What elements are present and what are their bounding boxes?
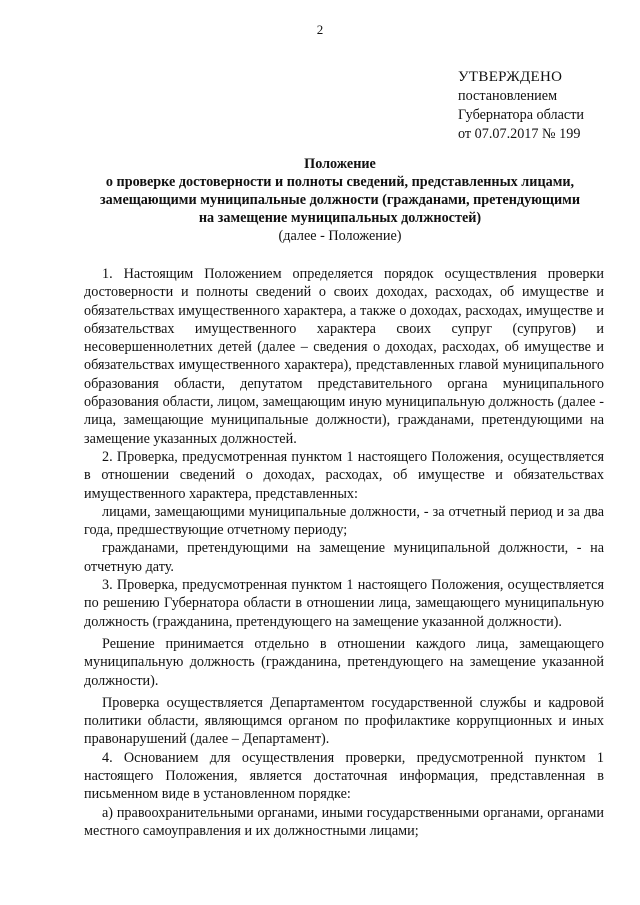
paragraph: Проверка осуществляется Департаментом государственной службы и кадровой политики области, являющимся органом по профилактике коррупционных и иных правонарушений (далее – Департамент). [84,694,604,748]
document-subtitle-line: о проверке достоверности и полноты сведений, представленных лицами, [105,174,575,190]
paragraph: а) правоохранительными органами, иными государственными органами, органами местного самоуправления и их должностными лицами; [84,804,604,839]
approval-date: от 07.07.2017 № 199 [458,126,581,142]
paragraph: гражданами, претендующими на замещение муниципальной должности, - на отчетную дату. [84,540,604,575]
document-subtitle-line: на замещение муниципальных должностей) [198,210,482,226]
approval-line: постановлением [458,88,558,104]
document-short-name: (далее - Положение) [278,228,402,244]
approval-title: УТВЕРЖДЕНО [458,69,563,85]
approval-line: Губернатора области [458,107,584,123]
document-body [84,265,604,840]
document-title: Положение [304,156,376,172]
document-heading [70,155,610,245]
paragraph: 1. Настоящим Положением определяется порядок осуществления проверки достоверности и полноты сведений о своих доходах, расходах, об имуществе и обязательствах имущественного характера, а также о доходах, расходах, имуществе и обязательствах имущественного характера своих супруг (супругов) и несовершеннолетних детей (далее – сведения о доходах, расходах, об имуществе и обязательствах имущественного характера), представленных главой муниципального образования области, депутатом представительного органа муниципального образования области, лицом, замещающим иную муниципальную должность (далее - лица, замещающие муниципальные должности), гражданами, претендующими на замещение указанных должностей. [84,266,604,447]
paragraph: Решение принимается отдельно в отношении каждого лица, замещающего муниципальную должность (гражданина, претендующего на замещение указанной должности). [84,635,604,689]
paragraph: 3. Проверка, предусмотренная пунктом 1 настоящего Положения, осуществляется по решению Губернатора области в отношении лица, замещающего муниципальную должность (гражданина, претендующего на замещение указанной должности). [84,577,604,630]
paragraph: лицами, замещающими муниципальные должности, - за отчетный период и за два года, предшествующие отчетному периоду; [84,503,604,539]
document-subtitle-line: замещающими муниципальные должности (гражданами, претендующими [99,192,580,208]
approval-stamp [458,68,584,144]
paragraph: 4. Основанием для осуществления проверки, предусмотренной пунктом 1 настоящего Положения, является достаточная информация, представленная в письменном виде в установленном порядке: [84,749,604,803]
page-number: 2 [316,22,324,37]
paragraph: 2. Проверка, предусмотренная пунктом 1 настоящего Положения, осуществляется в отношении сведений о доходах, расходах, об имуществе и обязательствах имущественного характера, представленных: [84,448,604,502]
